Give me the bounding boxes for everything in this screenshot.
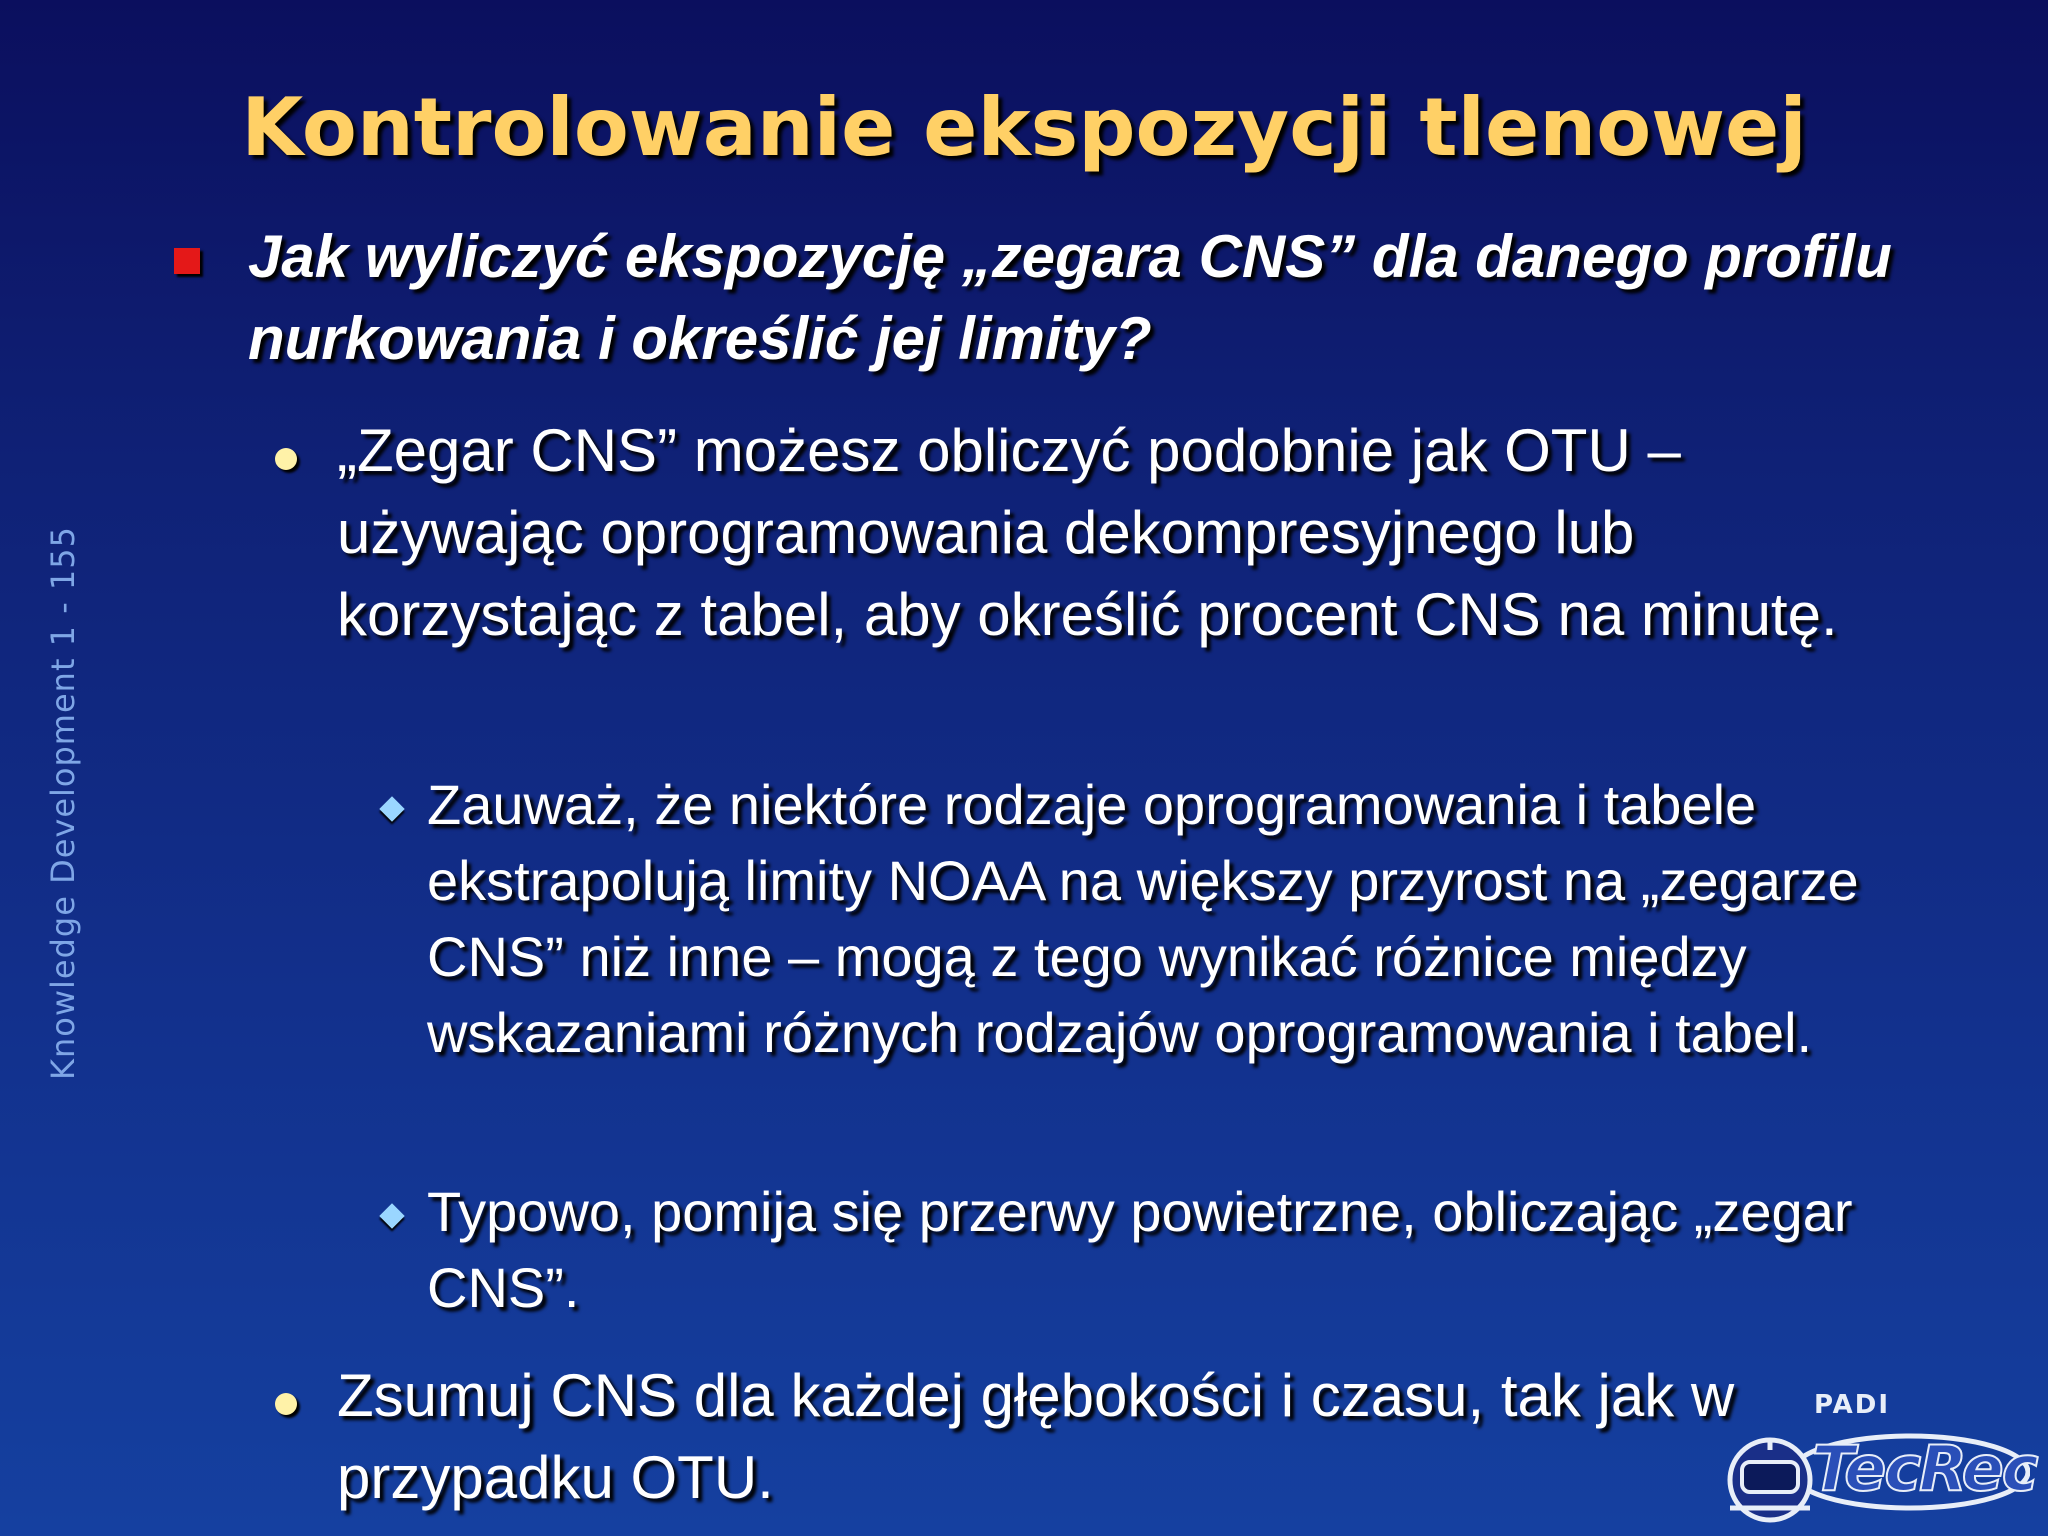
point-cns-clock: „Zegar CNS” możesz obliczyć podobnie jak OTU – używając oprogramowania dekompresyjnego lub korzystając z tabel, aby określić procent CNS na minutę. — [337, 417, 1838, 648]
yellow-dot-bullet-icon — [275, 448, 297, 470]
diamond-bullet-icon — [379, 796, 404, 821]
slide-sidebar-label: Knowledge Development 1 - 155 — [44, 526, 82, 1080]
tecrec-logo-text: TecRec — [1812, 1432, 2037, 1505]
slide-title: Kontrolowanie ekspozycji tlenowej — [241, 81, 1807, 174]
diamond-bullet-icon — [379, 1203, 404, 1228]
main-question-bullet: Jak wyliczyć ekspozycję „zegara CNS” dla danego profilu nurkowania i określić jej limity? — [248, 223, 1892, 372]
padi-tecrec-logo — [1700, 1390, 2037, 1530]
yellow-dot-bullet-icon — [275, 1393, 297, 1415]
point-sum-cns: Zsumuj CNS dla każdej głębokości i czasu, tak jak w przypadku OTU. — [337, 1362, 1735, 1511]
subpoint-air-breaks: Typowo, pomija się przerwy powietrzne, obliczając „zegar CNS”. — [427, 1180, 1853, 1319]
padi-logo-text: PADI — [1814, 1390, 1891, 1420]
subpoint-noaa-limits: Zauważ, że niektóre rodzaje oprogramowania i tabele ekstrapolują limity NOAA na większy przyrost na „zegarze CNS” niż inne – mogą z tego wynikać różnice między wskazaniami różnych rodzajów oprogramowania i tabel. — [427, 773, 1859, 1064]
red-square-bullet-icon — [174, 248, 200, 274]
